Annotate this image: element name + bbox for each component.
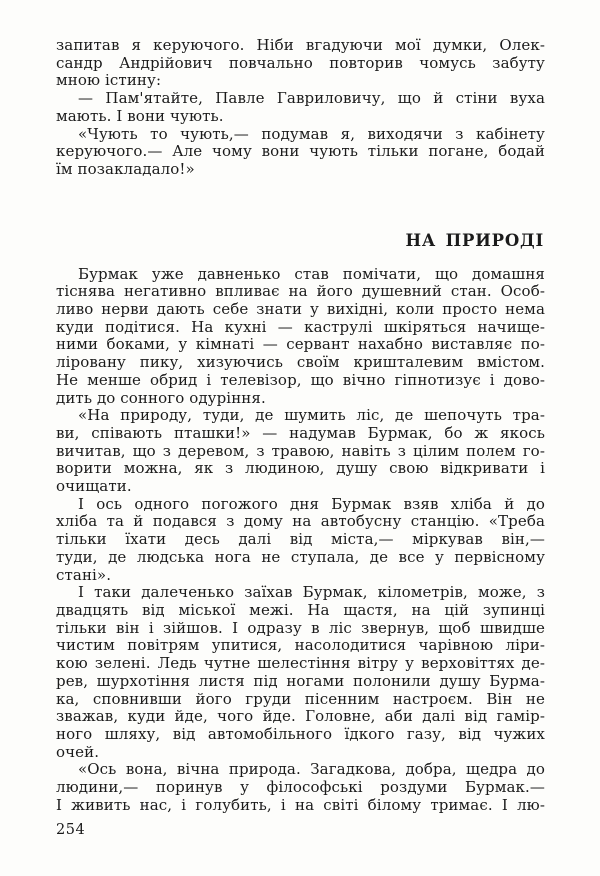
chapter-heading: НА ПРИРОДІ xyxy=(405,230,544,250)
story-text xyxy=(56,266,545,815)
text-line: кою зелені. Ледь чутне шелестіння вітру у верховіттях де- xyxy=(56,654,545,673)
text-line: ліровану пику, хизуючись своїм кришталевим вмістом. xyxy=(56,353,545,372)
text-line: чистим повітрям упитися, насолодитися чарівною ліри- xyxy=(56,636,545,655)
text-line: очей. xyxy=(56,742,100,761)
text-line: двадцять від міської межі. На щастя, на цій зупинці xyxy=(56,600,545,619)
text-line: ливо нерви дають себе знати у вихідні, коли просто нема xyxy=(56,300,545,319)
text-line: тільки їхати десь далі від міста,— міркував він,— xyxy=(56,530,545,549)
text-line: ка, сповнивши його груди пісенним настроєм. Він не xyxy=(56,689,545,708)
text-line: запитав я керуючого. Ніби вгадуючи мої думки, Олек- xyxy=(56,36,545,54)
text-line: людини,— поринув у філософські роздуми Бурмак.— xyxy=(56,778,545,797)
text-line: «На природу, туди, де шумить ліс, де шепочуть тра- xyxy=(78,406,545,425)
text-line: мають. І вони чують. xyxy=(56,106,224,125)
text-line: рев, шурхотіння листя під ногами полонили душу Бурма- xyxy=(56,671,545,690)
text-line: І ось одного погожого дня Бурмак взяв хліба й до xyxy=(78,494,545,513)
text-line: сандр Андрійович повчально повторив чомусь забуту xyxy=(56,53,545,72)
text-line: дить до сонного одуріння. xyxy=(56,388,266,407)
text-line: ного шляху, від автомобільного їдкого газу, від чужих xyxy=(56,724,545,743)
paragraph xyxy=(56,266,545,408)
text-line: «Чують то чують,— подумав я, виходячи з кабінету xyxy=(78,124,545,143)
text-line: зважав, куди йде, чого йде. Головне, аби далі від гамір- xyxy=(56,707,545,726)
text-line: тільки він і зійшов. І одразу в ліс звернув, щоб швидше xyxy=(56,618,545,637)
text-line: куди подітися. На кухні — каструлі шкіряться начище- xyxy=(56,317,545,336)
intro-text xyxy=(56,37,545,179)
text-line: очищати. xyxy=(56,477,132,496)
paragraph xyxy=(56,584,545,761)
text-line: ними боками, у кімнаті — сервант нахабно виставляє по- xyxy=(56,335,545,354)
text-line: «Ось вона, вічна природа. Загадкова, добра, щедра до xyxy=(78,760,545,779)
text-line: І живить нас, і голубить, і на світі білому тримає. І лю- xyxy=(56,795,545,814)
paragraph xyxy=(56,90,545,125)
text-line: хліба та й подався з дому на автобусну станцію. «Треба xyxy=(56,512,545,531)
text-line: ви, співають пташки!» — надумав Бурмак, бо ж якось xyxy=(56,423,545,442)
paragraph xyxy=(56,37,545,90)
text-line: їм позакладало!» xyxy=(56,159,195,178)
text-line: Бурмак уже давненько став помічати, що домашня xyxy=(78,264,545,283)
paragraph xyxy=(56,126,545,179)
text-line: тіснява негативно впливає на його душевний стан. Особ- xyxy=(56,282,545,301)
text-line: ворити можна, як з людиною, душу свою відкривати і xyxy=(56,459,545,478)
text-line: вичитав, що з деревом, з травою, навіть з цілим полем го- xyxy=(56,441,545,460)
text-column xyxy=(56,37,545,814)
text-line: — Пам'ятайте, Павле Гавриловичу, що й стіни вуха xyxy=(78,89,545,108)
text-line: стані». xyxy=(56,565,112,584)
page-number: 254 xyxy=(56,822,86,838)
text-line: Не менше обрид і телевізор, що вічно гіпнотизує і дово- xyxy=(56,370,545,389)
text-line: туди, де людська нога не ступала, де все у первісному xyxy=(56,547,545,566)
text-line: І таки далеченько заїхав Бурмак, кілометрів, може, з xyxy=(78,583,545,602)
text-line: керуючого.— Але чому вони чують тільки погане, бодай xyxy=(56,142,545,161)
paragraph xyxy=(56,407,545,496)
paragraph xyxy=(56,496,545,585)
paragraph xyxy=(56,761,545,814)
text-line: мною істину: xyxy=(56,71,162,90)
